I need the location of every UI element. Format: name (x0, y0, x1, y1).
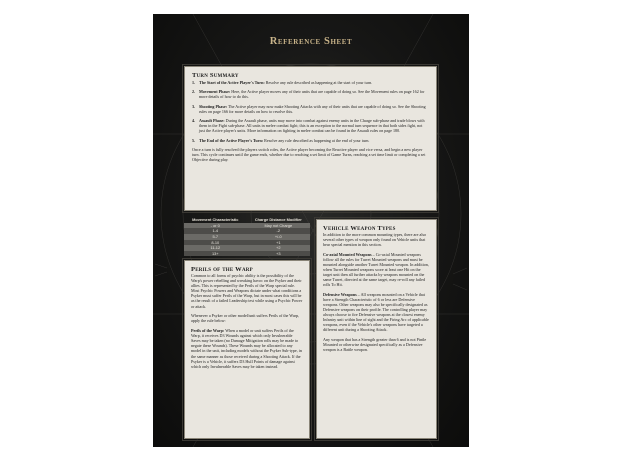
reference-sheet-page (153, 14, 469, 447)
table-row: 8-10 +1 (184, 240, 310, 246)
vehicle-heading: Vehicle Weapon Types (323, 225, 396, 232)
perils-intro: Common to all forms of psychic ability is the possibility of the Warp's power rebelling and wreaking havoc on the Psyker and their allies. This is represented by the Perils of the Warp special rule. Most Psychic Powers and Weapons dictate under what conditions a Psyker must suffer Perils of the Warp, but in most cases this will be as the result of a failed Leadership test while using a Psychic Power or attack. (191, 273, 303, 309)
table-header-cell: Movement Characteristic (192, 216, 239, 222)
turn-summary-closing: Once a turn is fully resolved the players switch roles, the Active player becoming the Reactive player and vice versa, and begin a new player turn. This cycle continues until the game ends, whether due to reaching a set limit of Game Turns, reaching a set time limit or completing a set Objective during play. (192, 146, 426, 162)
table-header-row (184, 216, 310, 223)
turn-summary-heading: Turn Summary (192, 72, 239, 79)
turn-step: 3. Shooting Phase: The Active player may now make Shooting Attacks with any of their units that are capable of doing so. See the Shooting rules on page 166 for more details on how to resolve this. (192, 103, 426, 114)
table-row: 1-4 -2 (184, 228, 310, 234)
page-title: Reference Sheet (269, 36, 353, 47)
turn-step: 4. Assault Phase: During the Assault phase, units may move into combat against enemy units in the Charge sub-phase and trade blows with them in the Fight sub-phase. All units in melee combat fight; this is an exception to the normal turn sequence in that both sides fight, not just the Active player's units. More information on fighting in melee combat can be found in the Assault rules on page 180. (192, 118, 425, 134)
perils-of-the-warp-panel (184, 260, 310, 439)
vehicle-intro: In addition to the more common mounting types, there are also several other types of weapon only found on Vehicle units that bear special mention in this section. (323, 232, 427, 248)
turn-step: 5. The End of the Active Player's Turn: Resolve any rule described as happening at the end of your turn. (192, 137, 370, 143)
perils-rule: Perils of the Warp: When a model or unit suffers Perils of the Warp, it receives D3 Wounds against which only Invulnerable Saves may be taken (no Damage Mitigation rolls may be made to negate these Wounds). These Wounds may be allocated to any model in the unit, including models without the Psyker Sub-type, in the same manner as those received during a Shooting Attack. If the Psyker is a Vehicle, it suffers D3 Hull Points of damage against which only Invulnerable Saves may be taken instead. (191, 328, 302, 369)
coaxial-rule: Co-axial Mounted Weapons – Co-axial Mounted weapons follow all the rules for Turret Mounted weapons and must be mounted alongside another Turret Mounted weapon. In addition, when Turret Mounted weapons score at least one Hit on the target unit then all further attacks by weapons mounted on the same Turret, directed at the same target, may re-roll any failed rolls To Hit. (323, 251, 429, 288)
battle-weapon-rule: Any weapon that has a Strength greater than 6 and is not Pintle Mounted or otherwise designated specifically as a Defensive weapon is a Battle weapon. (323, 336, 427, 353)
table-row: 11-12 +2 (184, 245, 310, 251)
turn-summary-panel (184, 66, 437, 211)
table-row: 13+ +3 (184, 251, 310, 257)
defensive-rule: Defensive Weapons – All weapons mounted on a Vehicle that have a Strength Characteristic of 6 or less are Defensive weapons. Other weapons may also be specifically designated as Defensive weapons on their profile. The controlling player may always choose to fire Defensive weapons at the closest enemy Infantry unit within line of sight and the Firing Arc of applicable weapons, even if the Vehicle's other weapons have targeted a different unit during a Shooting Attack. (323, 291, 429, 333)
turn-step: 1. The Start of the Active Player's Turn: Resolve any rule described as happening at the start of your turn. (192, 80, 373, 85)
table-row: 5-7 +/-0 (184, 234, 310, 240)
turn-steps-list (192, 80, 429, 143)
table-header-cell: Charge Distance Modifier (254, 216, 302, 222)
vehicle-weapon-types-panel (316, 219, 437, 439)
turn-step: 2. Movement Phase: Here, the Active player moves any of their units that are capable of doing so. See the Movement rules on page 162 for more details of how to do this. (192, 89, 425, 100)
table-row: - or 0 May not Charge (184, 223, 310, 229)
perils-apply: Whenever a Psyker or other model/unit suffers Perils of the Warp, apply the rule below: (191, 313, 300, 324)
perils-heading: Perils of the Warp (191, 266, 253, 273)
movement-charge-table (184, 216, 310, 256)
